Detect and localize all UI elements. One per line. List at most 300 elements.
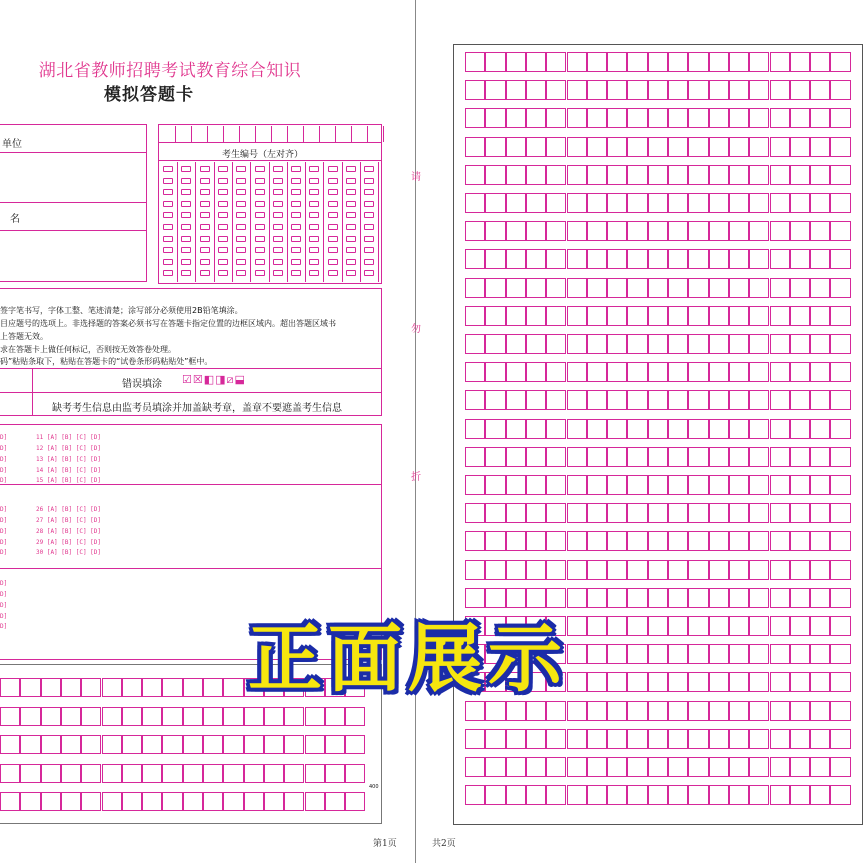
writing-cell[interactable] — [526, 757, 546, 777]
writing-cell[interactable] — [345, 707, 365, 726]
id-digit-bubble[interactable] — [255, 224, 265, 230]
writing-cell[interactable] — [546, 560, 566, 580]
writing-cell[interactable] — [546, 80, 566, 100]
writing-cell[interactable] — [465, 221, 485, 241]
writing-cell[interactable] — [41, 764, 61, 783]
writing-cell[interactable] — [627, 701, 647, 721]
writing-cell[interactable] — [485, 757, 505, 777]
writing-cell[interactable] — [465, 447, 485, 467]
writing-cell[interactable] — [325, 735, 345, 754]
writing-cell[interactable] — [506, 785, 526, 805]
writing-cell[interactable] — [830, 80, 850, 100]
writing-cell[interactable] — [688, 221, 708, 241]
writing-cell[interactable] — [41, 792, 61, 811]
id-digit-bubble[interactable] — [218, 259, 228, 265]
writing-cell[interactable] — [264, 735, 284, 754]
writing-cell[interactable] — [688, 531, 708, 551]
writing-cell[interactable] — [607, 644, 627, 664]
writing-cell[interactable] — [749, 701, 769, 721]
id-digit-bubble[interactable] — [346, 201, 356, 207]
writing-cell[interactable] — [810, 362, 830, 382]
writing-cell[interactable] — [465, 531, 485, 551]
writing-cell[interactable] — [526, 503, 546, 523]
writing-cell[interactable] — [526, 390, 546, 410]
id-digit-bubble[interactable] — [181, 178, 191, 184]
id-digit-bubble[interactable] — [255, 178, 265, 184]
question-row[interactable]: 27 [A] [B] [C] [D] — [36, 517, 102, 524]
writing-cell[interactable] — [729, 503, 749, 523]
writing-cell[interactable] — [709, 193, 729, 213]
writing-cell[interactable] — [627, 362, 647, 382]
id-digit-bubble[interactable] — [328, 178, 338, 184]
id-digit-bubble[interactable] — [181, 212, 191, 218]
writing-cell[interactable] — [587, 165, 607, 185]
writing-cell[interactable] — [607, 531, 627, 551]
writing-cell[interactable] — [465, 137, 485, 157]
writing-cell[interactable] — [810, 249, 830, 269]
writing-cell[interactable] — [709, 249, 729, 269]
question-row[interactable]: 15 [A] [B] [C] [D] — [36, 477, 102, 484]
id-digit-bubble[interactable] — [273, 166, 283, 172]
writing-cell[interactable] — [830, 362, 850, 382]
writing-cell[interactable] — [790, 560, 810, 580]
id-digit-bubble[interactable] — [291, 247, 301, 253]
writing-cell[interactable] — [709, 588, 729, 608]
writing-cell[interactable] — [607, 419, 627, 439]
id-digit-bubble[interactable] — [255, 166, 265, 172]
writing-cell[interactable] — [587, 334, 607, 354]
writing-cell[interactable] — [668, 588, 688, 608]
writing-cell[interactable] — [648, 560, 668, 580]
writing-cell[interactable] — [546, 108, 566, 128]
writing-cell[interactable] — [749, 334, 769, 354]
id-digit-bubble[interactable] — [346, 224, 356, 230]
question-row[interactable]: 13 [A] [B] [C] [D] — [36, 456, 102, 463]
writing-cell[interactable] — [749, 137, 769, 157]
writing-cell[interactable] — [506, 137, 526, 157]
writing-cell[interactable] — [223, 764, 243, 783]
writing-cell[interactable] — [102, 707, 122, 726]
writing-cell[interactable] — [506, 390, 526, 410]
writing-cell[interactable] — [810, 447, 830, 467]
writing-cell[interactable] — [627, 306, 647, 326]
writing-cell[interactable] — [325, 707, 345, 726]
id-digit-bubble[interactable] — [181, 236, 191, 242]
writing-cell[interactable] — [587, 757, 607, 777]
id-digit-bubble[interactable] — [181, 224, 191, 230]
writing-cell[interactable] — [627, 334, 647, 354]
id-digit-bubble[interactable] — [291, 270, 301, 276]
writing-cell[interactable] — [587, 52, 607, 72]
writing-cell[interactable] — [810, 672, 830, 692]
writing-cell[interactable] — [709, 419, 729, 439]
left-d-mark[interactable]: D] — [0, 477, 8, 484]
writing-cell[interactable] — [770, 165, 790, 185]
writing-cell[interactable] — [648, 334, 668, 354]
writing-cell[interactable] — [465, 108, 485, 128]
writing-cell[interactable] — [749, 729, 769, 749]
writing-cell[interactable] — [526, 729, 546, 749]
left-d-mark[interactable]: D] — [0, 591, 8, 598]
id-digit-bubble[interactable] — [218, 178, 228, 184]
id-digit-bubble[interactable] — [236, 212, 246, 218]
writing-cell[interactable] — [485, 390, 505, 410]
writing-cell[interactable] — [264, 764, 284, 783]
writing-cell[interactable] — [0, 792, 20, 811]
writing-cell[interactable] — [790, 701, 810, 721]
id-digit-bubble[interactable] — [163, 212, 173, 218]
writing-cell[interactable] — [830, 785, 850, 805]
writing-cell[interactable] — [506, 757, 526, 777]
writing-cell[interactable] — [770, 447, 790, 467]
writing-cell[interactable] — [546, 447, 566, 467]
id-digit-bubble[interactable] — [236, 189, 246, 195]
writing-cell[interactable] — [709, 306, 729, 326]
writing-cell[interactable] — [810, 616, 830, 636]
writing-cell[interactable] — [668, 306, 688, 326]
writing-cell[interactable] — [770, 757, 790, 777]
writing-cell[interactable] — [688, 785, 708, 805]
writing-cell[interactable] — [688, 588, 708, 608]
id-digit-bubble[interactable] — [163, 270, 173, 276]
left-d-mark[interactable]: D] — [0, 506, 8, 513]
id-digit-bubble[interactable] — [328, 259, 338, 265]
writing-cell[interactable] — [587, 249, 607, 269]
writing-cell[interactable] — [465, 785, 485, 805]
writing-cell[interactable] — [688, 306, 708, 326]
writing-cell[interactable] — [709, 80, 729, 100]
id-write-cell[interactable] — [240, 126, 256, 142]
writing-cell[interactable] — [830, 503, 850, 523]
writing-cell[interactable] — [162, 792, 182, 811]
writing-cell[interactable] — [830, 701, 850, 721]
id-digit-bubble[interactable] — [200, 224, 210, 230]
writing-cell[interactable] — [587, 80, 607, 100]
writing-cell[interactable] — [0, 764, 20, 783]
id-digit-bubble[interactable] — [181, 189, 191, 195]
writing-cell[interactable] — [607, 334, 627, 354]
writing-cell[interactable] — [465, 419, 485, 439]
writing-cell[interactable] — [749, 80, 769, 100]
writing-cell[interactable] — [810, 475, 830, 495]
writing-cell[interactable] — [546, 390, 566, 410]
writing-cell[interactable] — [305, 735, 325, 754]
writing-cell[interactable] — [526, 165, 546, 185]
writing-cell[interactable] — [729, 108, 749, 128]
writing-cell[interactable] — [709, 644, 729, 664]
writing-cell[interactable] — [607, 475, 627, 495]
writing-cell[interactable] — [465, 52, 485, 72]
writing-cell[interactable] — [526, 193, 546, 213]
writing-cell[interactable] — [587, 306, 607, 326]
id-digit-bubble[interactable] — [218, 270, 228, 276]
writing-cell[interactable] — [688, 249, 708, 269]
writing-cell[interactable] — [607, 729, 627, 749]
id-digit-bubble[interactable] — [273, 247, 283, 253]
writing-cell[interactable] — [506, 560, 526, 580]
id-digit-bubble[interactable] — [236, 236, 246, 242]
writing-cell[interactable] — [688, 137, 708, 157]
writing-cell[interactable] — [485, 362, 505, 382]
writing-cell[interactable] — [587, 644, 607, 664]
writing-cell[interactable] — [203, 764, 223, 783]
writing-cell[interactable] — [0, 735, 20, 754]
writing-cell[interactable] — [526, 108, 546, 128]
writing-cell[interactable] — [668, 193, 688, 213]
id-digit-bubble[interactable] — [328, 236, 338, 242]
writing-cell[interactable] — [709, 560, 729, 580]
writing-cell[interactable] — [749, 52, 769, 72]
writing-cell[interactable] — [587, 447, 607, 467]
writing-cell[interactable] — [749, 390, 769, 410]
writing-cell[interactable] — [627, 108, 647, 128]
writing-cell[interactable] — [506, 108, 526, 128]
writing-cell[interactable] — [749, 588, 769, 608]
writing-cell[interactable] — [648, 221, 668, 241]
writing-cell[interactable] — [830, 193, 850, 213]
writing-cell[interactable] — [183, 707, 203, 726]
writing-cell[interactable] — [688, 560, 708, 580]
writing-cell[interactable] — [485, 278, 505, 298]
writing-cell[interactable] — [485, 531, 505, 551]
id-digit-bubble[interactable] — [346, 270, 356, 276]
writing-cell[interactable] — [465, 757, 485, 777]
writing-cell[interactable] — [485, 80, 505, 100]
writing-cell[interactable] — [790, 588, 810, 608]
question-row[interactable]: 11 [A] [B] [C] [D] — [36, 434, 102, 441]
writing-cell[interactable] — [688, 447, 708, 467]
writing-cell[interactable] — [20, 707, 40, 726]
writing-cell[interactable] — [465, 475, 485, 495]
writing-cell[interactable] — [810, 588, 830, 608]
writing-cell[interactable] — [729, 306, 749, 326]
writing-cell[interactable] — [607, 672, 627, 692]
writing-cell[interactable] — [749, 503, 769, 523]
writing-cell[interactable] — [142, 678, 162, 697]
writing-cell[interactable] — [345, 735, 365, 754]
writing-cell[interactable] — [770, 785, 790, 805]
left-d-mark[interactable]: D] — [0, 580, 8, 587]
writing-cell[interactable] — [688, 80, 708, 100]
writing-cell[interactable] — [567, 588, 587, 608]
writing-cell[interactable] — [607, 108, 627, 128]
writing-cell[interactable] — [305, 707, 325, 726]
id-digit-bubble[interactable] — [200, 166, 210, 172]
writing-cell[interactable] — [607, 221, 627, 241]
writing-cell[interactable] — [20, 678, 40, 697]
writing-cell[interactable] — [749, 362, 769, 382]
writing-cell[interactable] — [749, 560, 769, 580]
writing-cell[interactable] — [668, 278, 688, 298]
id-digit-bubble[interactable] — [163, 224, 173, 230]
writing-cell[interactable] — [627, 503, 647, 523]
writing-cell[interactable] — [790, 108, 810, 128]
id-digit-bubble[interactable] — [364, 224, 374, 230]
writing-cell[interactable] — [729, 785, 749, 805]
writing-cell[interactable] — [688, 419, 708, 439]
id-digit-bubble[interactable] — [236, 247, 246, 253]
writing-cell[interactable] — [709, 729, 729, 749]
writing-cell[interactable] — [465, 165, 485, 185]
writing-cell[interactable] — [770, 588, 790, 608]
writing-cell[interactable] — [749, 278, 769, 298]
writing-cell[interactable] — [729, 137, 749, 157]
id-digit-bubble[interactable] — [163, 189, 173, 195]
id-digit-bubble[interactable] — [309, 212, 319, 218]
id-digit-bubble[interactable] — [309, 270, 319, 276]
writing-cell[interactable] — [770, 560, 790, 580]
writing-cell[interactable] — [770, 419, 790, 439]
writing-cell[interactable] — [729, 334, 749, 354]
id-digit-bubble[interactable] — [218, 224, 228, 230]
id-digit-bubble[interactable] — [364, 212, 374, 218]
writing-cell[interactable] — [770, 221, 790, 241]
writing-cell[interactable] — [587, 475, 607, 495]
writing-cell[interactable] — [627, 221, 647, 241]
id-digit-bubble[interactable] — [309, 236, 319, 242]
writing-cell[interactable] — [770, 729, 790, 749]
id-digit-bubble[interactable] — [309, 247, 319, 253]
writing-cell[interactable] — [810, 52, 830, 72]
writing-cell[interactable] — [203, 707, 223, 726]
writing-cell[interactable] — [648, 447, 668, 467]
writing-cell[interactable] — [709, 362, 729, 382]
writing-cell[interactable] — [830, 306, 850, 326]
writing-cell[interactable] — [183, 792, 203, 811]
id-digit-bubble[interactable] — [255, 247, 265, 253]
writing-cell[interactable] — [709, 531, 729, 551]
writing-cell[interactable] — [587, 193, 607, 213]
writing-cell[interactable] — [830, 757, 850, 777]
writing-cell[interactable] — [567, 729, 587, 749]
writing-cell[interactable] — [749, 221, 769, 241]
writing-cell[interactable] — [790, 419, 810, 439]
writing-cell[interactable] — [526, 785, 546, 805]
id-digit-bubble[interactable] — [309, 178, 319, 184]
writing-cell[interactable] — [830, 475, 850, 495]
id-digit-bubble[interactable] — [236, 166, 246, 172]
writing-cell[interactable] — [627, 475, 647, 495]
writing-cell[interactable] — [0, 678, 20, 697]
writing-cell[interactable] — [709, 757, 729, 777]
writing-cell[interactable] — [325, 792, 345, 811]
id-digit-bubble[interactable] — [346, 247, 356, 253]
writing-cell[interactable] — [790, 52, 810, 72]
id-digit-bubble[interactable] — [364, 201, 374, 207]
writing-cell[interactable] — [648, 193, 668, 213]
writing-cell[interactable] — [465, 334, 485, 354]
writing-cell[interactable] — [567, 701, 587, 721]
writing-cell[interactable] — [526, 419, 546, 439]
writing-cell[interactable] — [567, 165, 587, 185]
id-digit-bubble[interactable] — [273, 201, 283, 207]
writing-cell[interactable] — [607, 560, 627, 580]
id-digit-bubble[interactable] — [364, 236, 374, 242]
id-bubble-grid[interactable] — [160, 162, 380, 282]
writing-cell[interactable] — [729, 644, 749, 664]
id-digit-bubble[interactable] — [236, 201, 246, 207]
writing-cell[interactable] — [709, 221, 729, 241]
writing-cell[interactable] — [770, 644, 790, 664]
id-digit-bubble[interactable] — [328, 247, 338, 253]
question-row[interactable]: 26 [A] [B] [C] [D] — [36, 506, 102, 513]
writing-cell[interactable] — [749, 193, 769, 213]
writing-cell[interactable] — [607, 249, 627, 269]
writing-cell[interactable] — [244, 707, 264, 726]
writing-cell[interactable] — [607, 362, 627, 382]
writing-cell[interactable] — [648, 757, 668, 777]
id-digit-bubble[interactable] — [200, 270, 210, 276]
writing-cell[interactable] — [709, 52, 729, 72]
writing-cell[interactable] — [648, 701, 668, 721]
writing-cell[interactable] — [506, 475, 526, 495]
writing-cell[interactable] — [485, 503, 505, 523]
id-digit-bubble[interactable] — [255, 236, 265, 242]
id-digit-bubble[interactable] — [200, 201, 210, 207]
writing-cell[interactable] — [526, 334, 546, 354]
id-digit-bubble[interactable] — [181, 270, 191, 276]
writing-cell[interactable] — [770, 531, 790, 551]
writing-cell[interactable] — [284, 792, 304, 811]
writing-cell[interactable] — [770, 80, 790, 100]
writing-cell[interactable] — [162, 764, 182, 783]
id-digit-bubble[interactable] — [346, 212, 356, 218]
writing-cell[interactable] — [607, 785, 627, 805]
id-digit-bubble[interactable] — [181, 166, 191, 172]
writing-cell[interactable] — [648, 108, 668, 128]
writing-cell[interactable] — [0, 707, 20, 726]
writing-cell[interactable] — [749, 785, 769, 805]
question-row[interactable]: 14 [A] [B] [C] [D] — [36, 467, 102, 474]
writing-cell[interactable] — [506, 447, 526, 467]
writing-cell[interactable] — [770, 278, 790, 298]
writing-cell[interactable] — [770, 249, 790, 269]
id-digit-bubble[interactable] — [255, 189, 265, 195]
writing-cell[interactable] — [790, 503, 810, 523]
writing-cell[interactable] — [183, 764, 203, 783]
id-write-cell[interactable] — [368, 126, 384, 142]
writing-cell[interactable] — [607, 616, 627, 636]
writing-cell[interactable] — [790, 785, 810, 805]
writing-cell[interactable] — [485, 52, 505, 72]
id-digit-bubble[interactable] — [255, 259, 265, 265]
writing-cell[interactable] — [567, 137, 587, 157]
writing-cell[interactable] — [587, 701, 607, 721]
writing-cell[interactable] — [688, 52, 708, 72]
id-digit-bubble[interactable] — [181, 247, 191, 253]
id-digit-bubble[interactable] — [364, 189, 374, 195]
writing-cell[interactable] — [648, 785, 668, 805]
writing-cell[interactable] — [546, 249, 566, 269]
writing-cell[interactable] — [526, 362, 546, 382]
writing-cell[interactable] — [709, 672, 729, 692]
writing-cell[interactable] — [709, 701, 729, 721]
writing-cell[interactable] — [830, 447, 850, 467]
id-digit-bubble[interactable] — [309, 259, 319, 265]
writing-cell[interactable] — [264, 707, 284, 726]
writing-cell[interactable] — [627, 672, 647, 692]
writing-cell[interactable] — [830, 644, 850, 664]
writing-cell[interactable] — [688, 616, 708, 636]
writing-cell[interactable] — [325, 764, 345, 783]
writing-cell[interactable] — [810, 390, 830, 410]
writing-cell[interactable] — [41, 678, 61, 697]
writing-cell[interactable] — [830, 137, 850, 157]
writing-cell[interactable] — [810, 419, 830, 439]
writing-cell[interactable] — [162, 735, 182, 754]
writing-cell[interactable] — [668, 644, 688, 664]
writing-cell[interactable] — [790, 306, 810, 326]
